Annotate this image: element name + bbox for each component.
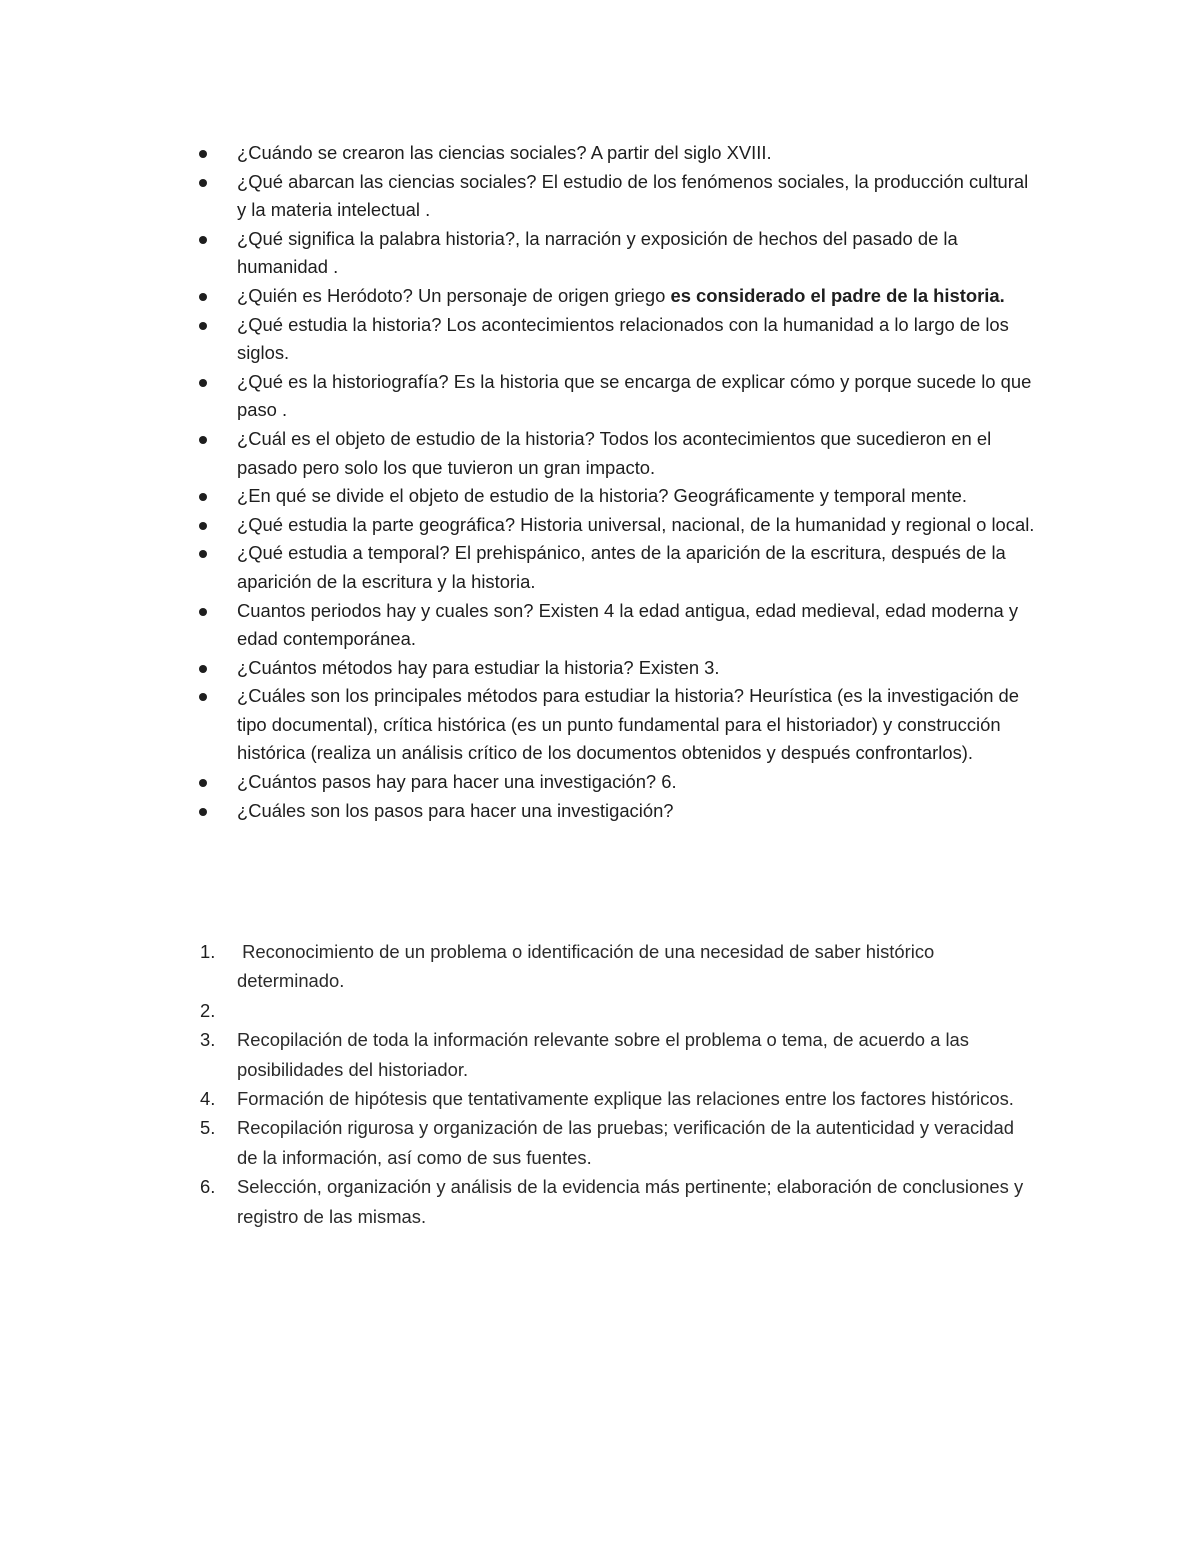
item-number: 5. <box>200 1117 216 1139</box>
list-item-text: ¿Cuántos métodos hay para estudiar la historia? Existen 3. <box>237 656 720 678</box>
list-item <box>0 282 1037 311</box>
bullet-icon <box>199 522 207 530</box>
bullet-icon <box>199 293 207 301</box>
bullet-icon <box>199 550 207 558</box>
list-item-text: ¿Cuáles son los pasos para hacer una investigación? <box>237 799 674 821</box>
list-item <box>0 482 1037 511</box>
bullet-icon <box>199 322 207 330</box>
item-number: 4. <box>200 1088 216 1110</box>
question-bullet-list <box>0 139 1200 825</box>
list-item-text: ¿Cuáles son los principales métodos para estudiar la historia? Heurística (es la investigación de tipo documental), crítica histórica (es un punto fundamental para el historiador) y construcción histórica (realiza un análisis crítico de los documentos obtenidos y después confrontarlos). <box>237 685 1019 764</box>
list-item <box>0 425 1037 482</box>
list-item <box>0 368 1037 425</box>
numbered-item <box>0 1084 1037 1113</box>
list-item-text: ¿Qué estudia la historia? Los acontecimientos relacionados con la humanidad a lo largo de los siglos. <box>237 313 1009 364</box>
list-item <box>0 797 1037 826</box>
list-item-text: ¿Qué estudia a temporal? El prehispánico, antes de la aparición de la escritura, después de la aparición de la escritura y la historia. <box>237 542 1006 592</box>
numbered-item <box>0 996 1037 1025</box>
numbered-item-text: Recopilación de toda la información relevante sobre el problema o tema, de acuerdo a las posibilidades del historiador. <box>237 1029 969 1080</box>
numbered-item <box>0 1113 1037 1172</box>
item-number: 1. <box>200 941 216 962</box>
list-item <box>0 682 1037 768</box>
numbered-item <box>0 1025 1037 1084</box>
numbered-item-text: Formación de hipótesis que tentativamente explique las relaciones entre los factores históricos. <box>237 1088 1014 1110</box>
bullet-icon <box>199 150 207 158</box>
bullet-icon <box>199 436 207 444</box>
item-number: 3. <box>200 1029 216 1051</box>
list-item-text: ¿En qué se divide el objeto de estudio de la historia? Geográficamente y temporal mente. <box>237 485 967 507</box>
list-item <box>0 311 1037 368</box>
bullet-icon <box>199 779 207 787</box>
list-item-text: ¿Cuántos pasos hay para hacer una investigación? 6. <box>237 771 677 793</box>
bullet-icon <box>199 608 207 616</box>
numbered-item-text: Recopilación rigurosa y organización de las pruebas; verificación de la autenticidad y veracidad de la información, así como de sus fuentes. <box>237 1117 1014 1168</box>
item-number: 6. <box>200 1176 216 1198</box>
research-steps-list <box>0 937 1200 1231</box>
list-item-text: ¿Cuándo se crearon las ciencias sociales? A partir del siglo XVIII. <box>237 142 772 163</box>
list-item <box>0 139 1037 168</box>
list-item <box>0 654 1037 683</box>
numbered-item-text <box>237 1000 242 1021</box>
bullet-icon <box>199 493 207 501</box>
list-item-bold-text: es considerado el padre de la historia. <box>670 284 1005 306</box>
list-item <box>0 539 1037 596</box>
list-item-text: ¿Qué abarcan las ciencias sociales? El estudio de los fenómenos sociales, la producción cultural y la materia intelectual . <box>237 170 1029 221</box>
list-item <box>0 225 1037 282</box>
list-item-text: ¿Quién es Heródoto? Un personaje de origen griego <box>237 284 671 306</box>
list-item <box>0 597 1037 654</box>
list-item-text: ¿Cuál es el objeto de estudio de la historia? Todos los acontecimientos que sucedieron en el pasado pero solo los que tuvieron un gran impacto. <box>237 427 992 478</box>
list-item <box>0 511 1037 540</box>
item-number: 2. <box>200 999 216 1021</box>
bullet-icon <box>199 665 207 673</box>
list-item <box>0 168 1037 225</box>
list-item-text: Cuantos periodos hay y cuales son? Existen 4 la edad antigua, edad medieval, edad moderna y edad contemporánea. <box>237 599 1019 650</box>
list-item-text: ¿Qué significa la palabra historia?, la narración y exposición de hechos del pasado de la humanidad . <box>237 227 958 278</box>
bullet-icon <box>199 236 207 244</box>
numbered-item <box>0 937 1037 996</box>
bullet-icon <box>199 379 207 387</box>
numbered-item-text: Selección, organización y análisis de la evidencia más pertinente; elaboración de conclusiones y registro de las mismas. <box>237 1176 1024 1227</box>
list-item <box>0 768 1037 797</box>
list-item-text: ¿Qué es la historiografía? Es la historia que se encarga de explicar cómo y porque sucede lo que paso . <box>237 370 1032 421</box>
bullet-icon <box>199 179 207 187</box>
numbered-item-text: Reconocimiento de un problema o identificación de una necesidad de saber histórico determinado. <box>237 941 940 992</box>
numbered-item <box>0 1172 1037 1231</box>
list-item-text: ¿Qué estudia la parte geográfica? Historia universal, nacional, de la humanidad y regional o local. <box>237 513 1035 535</box>
bullet-icon <box>199 693 207 701</box>
bullet-icon <box>199 808 207 816</box>
